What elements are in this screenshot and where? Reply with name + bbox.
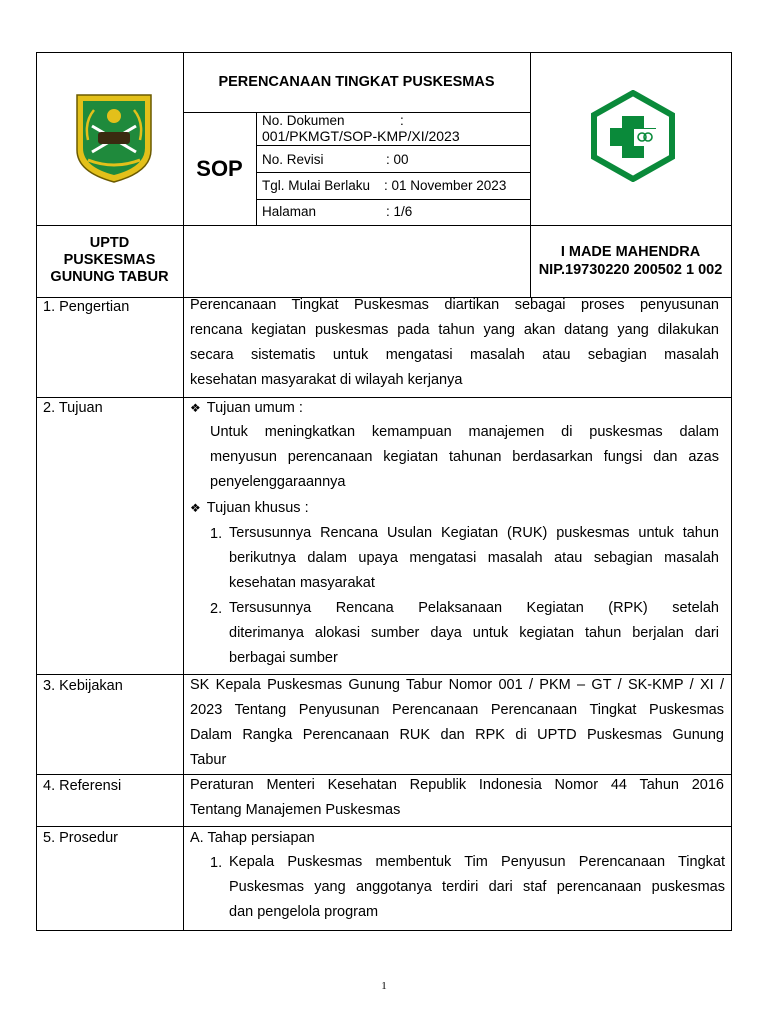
tujuan-item-2-line: berbagai sumber	[229, 650, 338, 666]
bullet-diamond-icon: ❖	[190, 401, 201, 415]
no-revisi-label: No. Revisi	[262, 152, 324, 167]
tujuan-khusus-heading: ❖ Tujuan khusus :	[190, 500, 309, 516]
prosedur-item-1-line: Kepala Puskesmas membentuk Tim Penyusun Perencanaan Tingkat	[229, 854, 725, 870]
page-number: 1	[381, 980, 387, 992]
puskesmas-logo	[590, 90, 676, 182]
kebijakan-label: 3. Kebijakan	[43, 678, 123, 694]
prosedur-label: 5. Prosedur	[43, 830, 118, 846]
no-revisi-value: : 00	[386, 152, 409, 167]
sop-label: SOP	[196, 156, 243, 181]
tujuan-umum-line: Untuk meningkatkan kemampuan manajemen di puskesmas dalam	[210, 424, 719, 440]
halaman-label: Halaman	[262, 204, 317, 219]
document-title: PERENCANAAN TINGKAT PUSKESMAS	[218, 74, 495, 90]
tujuan-item-2-number: 2.	[210, 601, 223, 617]
tujuan-item-1-line: berikutnya dalam upaya mengatasi masalah atau sebagian masalah	[229, 550, 719, 566]
prosedur-step-a: A. Tahap persiapan	[190, 830, 315, 846]
signer-block	[530, 243, 731, 279]
organization-name	[36, 235, 183, 286]
signer-name: I MADE MAHENDRA	[560, 244, 701, 260]
pengertian-label: 1. Pengertian	[43, 299, 130, 315]
tujuan-umum-line: penyelenggaraannya	[210, 474, 346, 490]
tgl-mulai-label: Tgl. Mulai Berlaku	[262, 178, 371, 193]
tujuan-item-2-line: Tersusunnya Rencana Pelaksanaan Kegiatan (RPK) setelah	[229, 600, 719, 616]
referensi-line: Tentang Manajemen Puskesmas	[190, 802, 401, 818]
referensi-line: Peraturan Menteri Kesehatan Republik Indonesia Nomor 44 Tahun 2016	[190, 777, 724, 793]
pengertian-line: rencana kegiatan puskesmas pada tahun yang akan datang yang dilakukan	[190, 322, 719, 338]
tgl-mulai-value: : 01 November 2023	[384, 178, 507, 193]
kebijakan-line: Dalam Rangka Perencanaan RUK dan RPK di UPTD Puskesmas Gunung	[190, 727, 724, 743]
tujuan-umum-heading: ❖ Tujuan umum :	[190, 400, 303, 416]
pengertian-line: kesehatan masyarakat di wilayah kerjanya	[190, 372, 463, 388]
org-line-3: GUNUNG TABUR	[50, 269, 169, 285]
tujuan-item-1-line: kesehatan masyarakat	[229, 575, 375, 591]
no-dokumen-colon: :	[400, 113, 404, 128]
tujuan-label: 2. Tujuan	[43, 400, 103, 416]
no-dokumen-label: No. Dokumen	[262, 113, 345, 128]
tujuan-item-1-line: Tersusunnya Rencana Usulan Kegiatan (RUK) puskesmas untuk tahun	[229, 525, 719, 541]
pengertian-line: secara sistematis untuk mengatasi masalah atau sebagian masalah	[190, 347, 719, 363]
org-line-2: PUSKESMAS	[63, 252, 156, 268]
kebijakan-line: 2023 Tentang Penyusunan Perencanaan Perencanaan Tingkat Puskesmas	[190, 702, 724, 718]
tujuan-item-1-number: 1.	[210, 526, 223, 542]
kebijakan-line: Tabur	[190, 752, 227, 768]
tujuan-item-2-line: diterimanya alokasi sumber daya untuk kegiatan tahun berjalan dari	[229, 625, 719, 641]
halaman-value: : 1/6	[386, 204, 413, 219]
pengertian-line: Perencanaan Tingkat Puskesmas diartikan sebagai proses penyusunan	[190, 297, 719, 313]
org-line-1: UPTD	[89, 235, 130, 251]
regional-emblem	[74, 92, 154, 184]
prosedur-item-1-number: 1.	[210, 855, 223, 871]
bullet-diamond-icon: ❖	[190, 501, 201, 515]
prosedur-item-1-line: dan pengelola program	[229, 904, 379, 920]
signer-nip: NIP.19730220 200502 1 002	[538, 262, 723, 278]
tujuan-umum-line: menyusun perencanaan kegiatan tahunan berdasarkan fungsi dan azas	[210, 449, 719, 465]
referensi-label: 4. Referensi	[43, 778, 122, 794]
kebijakan-line: SK Kepala Puskesmas Gunung Tabur Nomor 001 / PKM – GT / SK-KMP / XI /	[190, 677, 724, 693]
no-dokumen-value: 001/PKMGT/SOP-KMP/XI/2023	[262, 128, 460, 144]
prosedur-item-1-line: Puskesmas yang anggotanya terdiri dari staf perencanaan puskesmas	[229, 879, 725, 895]
